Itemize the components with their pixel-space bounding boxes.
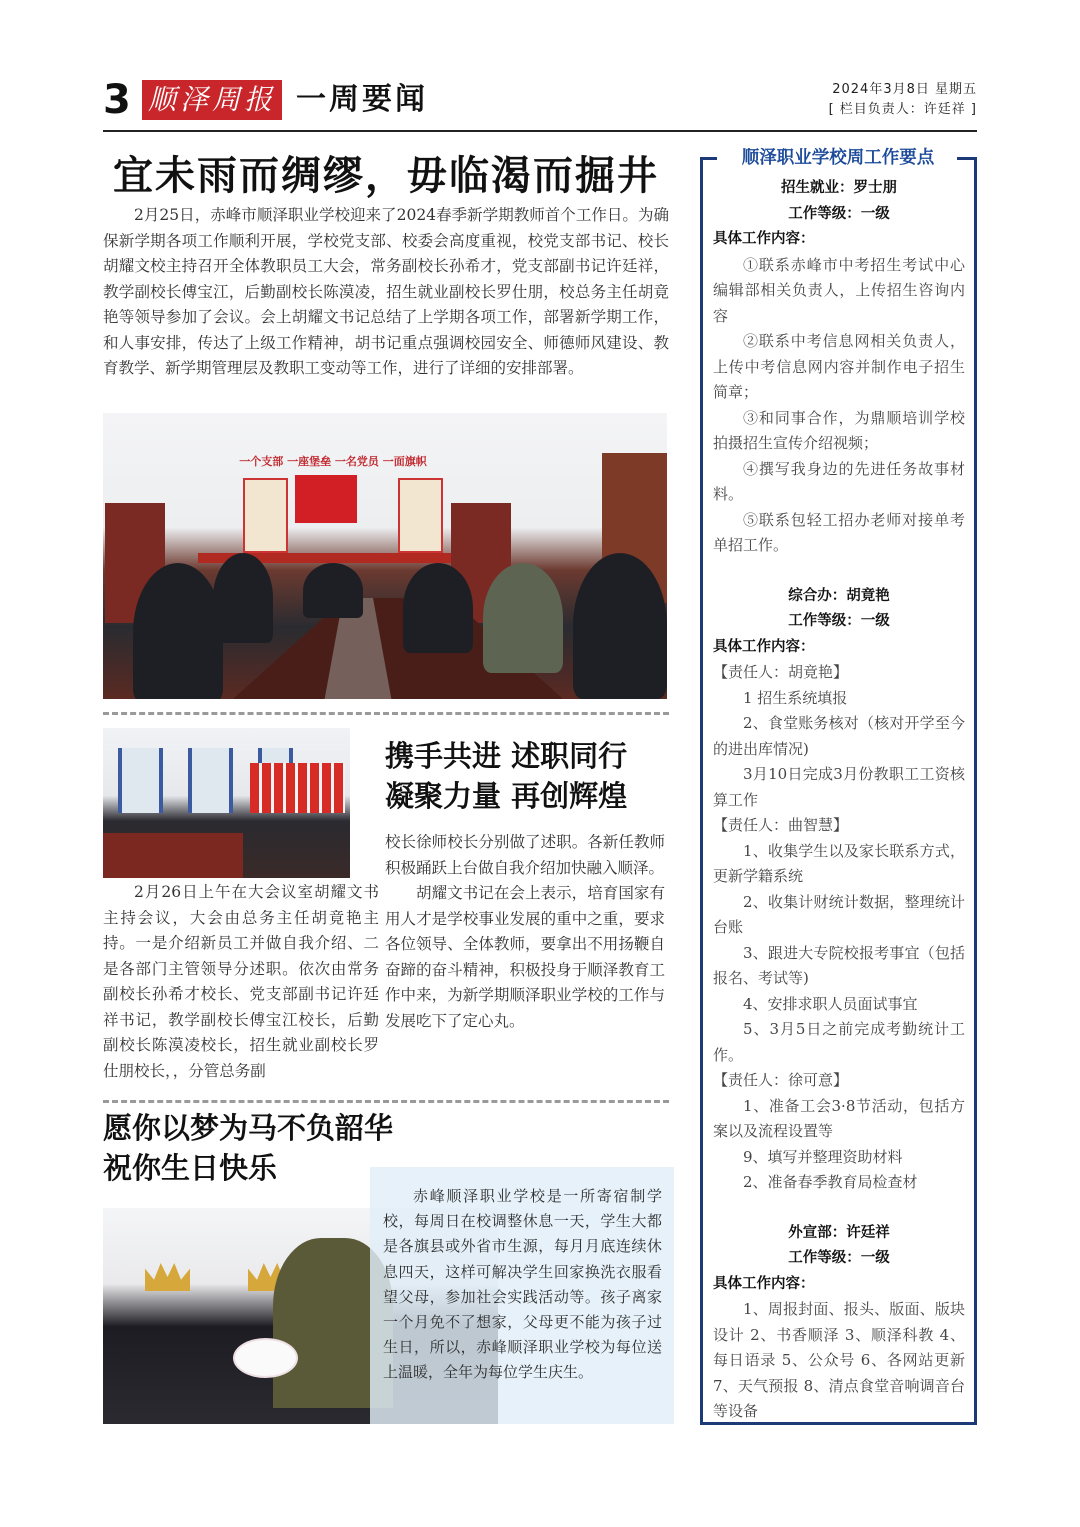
masthead-rule bbox=[103, 130, 977, 132]
birthday-cake bbox=[233, 1338, 298, 1378]
spacer bbox=[713, 559, 965, 584]
photo-person bbox=[303, 563, 363, 618]
sidebar-frame-corner bbox=[957, 157, 977, 160]
article1-headline: 宜未雨而绸缪，毋临渴而掘井 bbox=[113, 153, 659, 199]
article3-headline-line1: 愿你以梦为马不负韶华 bbox=[103, 1111, 394, 1145]
sidebar-title: 顺泽职业学校周工作要点 bbox=[741, 148, 935, 168]
task-item: 2、准备春季教育局检查材 bbox=[743, 1173, 918, 1191]
task-item: 1、收集学生以及家长联系方式，更新学籍系统 bbox=[713, 841, 965, 885]
task-item: 1 招生系统填报 bbox=[743, 688, 848, 707]
task-item: 3、跟进大专院校报考事宜（包括报名、考试等) bbox=[713, 943, 965, 987]
task-item: ⑤联系包轻工招办老师对接单考单招工作。 bbox=[713, 510, 965, 554]
assembly-photo bbox=[103, 728, 350, 878]
photo-window bbox=[188, 748, 233, 813]
spacer bbox=[713, 1196, 965, 1221]
task-item: 9、填写并整理资助材料 bbox=[743, 1147, 903, 1166]
birthday-caption: 赤峰顺泽职业学校是一所寄宿制学校，每周日在校调整休息一天，学生大都是各旗县或外省市生源，每月月底连续休息四天，这样可解决学生回家换洗衣服看望父母，参加社会实践活动等。孩子离家一个月免不了想家，父母更不能为孩子过生日，所以，赤峰顺泽职业学校为每位送上温暖，全年为每位学生庆生。 bbox=[383, 1187, 662, 1382]
article2-headline-line1: 携手共进 述职同行 bbox=[385, 739, 628, 773]
photo-desk bbox=[103, 833, 243, 878]
task-item: 2、食堂账务核对（核对开学至今的进出库情况) bbox=[713, 714, 965, 758]
content-label: 具体工作内容： bbox=[713, 1275, 815, 1292]
task-item: 1、准备工会3·8节活动，包括方案以及流程设置等 bbox=[713, 1096, 965, 1140]
sidebar-content bbox=[713, 176, 965, 1425]
photo-window bbox=[118, 748, 163, 813]
content-label: 具体工作内容： bbox=[713, 231, 815, 247]
meeting-photo bbox=[103, 413, 667, 699]
task-item: ④撰写我身边的先进任务故事材料。 bbox=[713, 459, 965, 503]
article2-headline bbox=[385, 736, 627, 816]
task-item: ②联系中考信息网相关负责人，上传中考信息网内容并制作电子招生简章； bbox=[713, 332, 965, 401]
article3-headline bbox=[103, 1108, 393, 1188]
article2-column-right bbox=[385, 830, 665, 1034]
dept-heading: 招生就业：罗士朋 bbox=[781, 180, 897, 196]
photo-person bbox=[483, 563, 563, 673]
photo-flags bbox=[250, 763, 345, 813]
task-item: ③和同事合作，为鼎顺培训学校拍摄招生宣传介绍视频； bbox=[713, 408, 965, 452]
dept-heading: 综合办：胡竟艳 bbox=[788, 587, 890, 604]
section-title: 一周要闻 bbox=[296, 82, 428, 117]
photo-person bbox=[573, 553, 667, 699]
crown-icon bbox=[145, 1263, 190, 1291]
page-number: 3 bbox=[103, 77, 131, 123]
dateline bbox=[829, 80, 977, 120]
task-item: ①联系赤峰市中考招生考试中心编辑部相关负责人，上传招生咨询内容 bbox=[713, 255, 965, 325]
party-flag-icon bbox=[295, 475, 357, 523]
photo-person bbox=[213, 553, 273, 643]
section-divider bbox=[103, 712, 669, 715]
column-editor: [ 栏目负责人：许廷祥 ] bbox=[828, 102, 977, 117]
content-label: 具体工作内容： bbox=[713, 638, 815, 655]
owner-label: 【责任人：曲智慧】 bbox=[713, 816, 849, 834]
work-level: 工作等级：一级 bbox=[788, 1250, 890, 1266]
photo-wall-slogan: 一个支部 一座堡垒 一名党员 一面旗帜 bbox=[239, 455, 427, 468]
article1-body: 2月25日，赤峰市顺泽职业学校迎来了2024春季新学期教师首个工作日。为确保新学期各项工作顺利开展，学校党支部、校委会高度重视，校党支部书记、校长胡耀文校主持召开全体教职员工大会，常务副校长孙希才，党支部副书记许廷祥，教学副校长傅宝江，后勤副校长陈漠凌，招生就业副校长罗仕朋，校总务主任胡竟艳等领导参加了会议。会上胡耀文书记总结了上学期各项工作，部署新学期工作，和人事安排，传达了上级工作精神，胡书记重点强调校园安全、师德师风建设、教育教学、新学期管理层及教职工变动等工作，进行了详细的安排部署。 bbox=[103, 206, 669, 377]
owner-label: 【责任人：徐可意】 bbox=[713, 1071, 849, 1089]
photo-person bbox=[133, 563, 223, 699]
work-level: 工作等级：一级 bbox=[788, 205, 890, 222]
article3-headline-line2: 祝你生日快乐 bbox=[103, 1151, 278, 1185]
newspaper-logo: 顺泽周报 bbox=[142, 80, 282, 120]
photo-wall-board-left bbox=[243, 478, 288, 553]
task-item: 5、3月5日之前完成考勤统计工作。 bbox=[713, 1020, 965, 1064]
task-item: 2、收集计财统计数据，整理统计台账 bbox=[713, 892, 965, 936]
issue-date: 2024年3月8日 星期五 bbox=[832, 82, 977, 97]
task-item: 1、周报封面、报头、版面、版块设计 2、书香顺泽 3、顺泽科教 4、每日语录 5、公众号 6、各网站更新 7、天气预报 8、清点食堂音响调音台等设备 bbox=[713, 1300, 965, 1420]
photo-person bbox=[403, 563, 473, 653]
sidebar-frame-corner bbox=[700, 157, 717, 160]
article2-headline-line2: 凝聚力量 再创辉煌 bbox=[385, 779, 628, 813]
photo-wall-board-right bbox=[398, 478, 443, 553]
section-divider bbox=[103, 1100, 669, 1103]
task-item: 3月10日完成3月份教职工工资核算工作 bbox=[713, 765, 965, 809]
article2-column-left: 2月26日上午在大会议室胡耀文书主持会议，大会由总务主任胡竟艳主持。一是介绍新员工并做自我介绍、二是各部门主管领导分述职。依次由常务副校长孙希才校长、党支部副书记许廷祥书记，教学副校长傅宝江校长，后勤副校长陈漠凌校长，招生就业副校长罗仕朋校长，，分管总务副 bbox=[103, 883, 379, 1080]
dept-heading: 外宣部：许廷祥 bbox=[788, 1224, 890, 1241]
article2-paragraph: 胡耀文书记在会上表示，培育国家有用人才是学校事业发展的重中之重，要求各位领导、全体教师，要拿出不用扬鞭自奋蹄的奋斗精神，积极投身于顺泽教育工作中来，为新学期顺泽职业学校的工作与发展吃下了定心丸。 bbox=[385, 884, 665, 1030]
task-item: 4、安排求职人员面试事宜 bbox=[743, 994, 918, 1013]
work-level: 工作等级：一级 bbox=[788, 613, 890, 629]
birthday-caption-box bbox=[370, 1167, 674, 1424]
article2-paragraph: 校长徐师校长分别做了述职。各新任教师积极踊跃上台做自我介绍加快融入顺泽。 bbox=[385, 833, 665, 877]
owner-label: 【责任人：胡竟艳】 bbox=[713, 663, 849, 681]
